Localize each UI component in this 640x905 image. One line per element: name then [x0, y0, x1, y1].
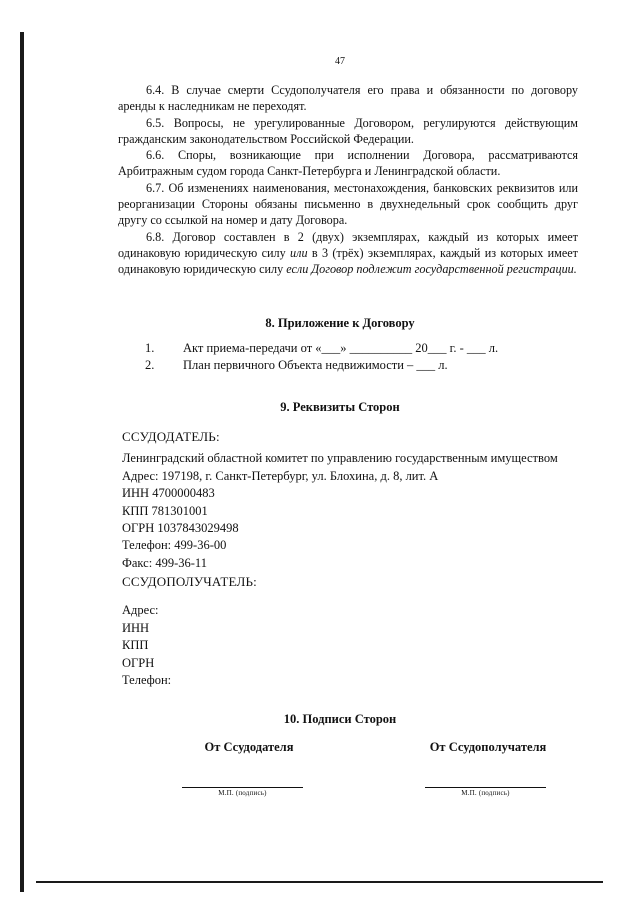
- borrower-kpp: КПП: [122, 638, 149, 653]
- attachments-list: [145, 340, 498, 374]
- lender-signature-line: [182, 787, 303, 788]
- section-9-title: 9. Реквизиты Сторон: [280, 400, 400, 414]
- borrower-details: [122, 573, 257, 689]
- borrower-address: Адрес:: [122, 603, 159, 618]
- lender-signature-caption: М.П. (подпись): [218, 789, 267, 797]
- clause-6-6: 6.6. Споры, возникающие при исполнении Договора, рассматриваются Арбитражным судом города Санкт-Петербурга и Ленинградской области.: [118, 148, 578, 179]
- lender-phone: Телефон: 499-36-00: [122, 538, 227, 553]
- attachment-item: [145, 340, 498, 357]
- borrower-ogrn: ОГРН: [122, 655, 155, 670]
- borrower-inn: ИНН: [122, 620, 150, 635]
- borrower-heading: ССУДОПОЛУЧАТЕЛЬ:: [122, 574, 257, 589]
- clause-6-5: 6.5. Вопросы, не урегулированные Договором, регулируются действующим гражданским законодательством Российской Федерации.: [118, 115, 578, 146]
- attachment-text: План первичного Объекта недвижимости – ___ л.: [183, 358, 448, 372]
- lender-address: Адрес: 197198, г. Санкт-Петербург, ул. Блохина, д. 8, лит. А: [122, 468, 439, 483]
- borrower-signature-line: [425, 787, 546, 788]
- lender-signature-field: [182, 787, 303, 797]
- lender-inn: ИНН 4700000483: [122, 486, 215, 501]
- borrower-signature-label: От Ссудополучателя: [429, 740, 547, 754]
- scan-bottom-border: [36, 881, 603, 883]
- page-number: 47: [335, 56, 345, 67]
- clause-6-8-text-1: 6.8. Договор составлен в 2 (двух) экземплярах, каждый из которых имеет одинаковую юридическую силу: [118, 229, 578, 260]
- clause-6-7: 6.7. Об изменениях наименования, местонахождения, банковских реквизитов или реорганизации Стороны обязаны письменно в двухнедельный срок сообщить друг другу со ссылкой на номер и дату Договора.: [118, 180, 578, 228]
- borrower-phone: Телефон:: [122, 673, 172, 688]
- attachment-item: [145, 357, 498, 374]
- attachment-number: 1.: [145, 341, 155, 355]
- attachment-text: Акт приема-передачи от «___» __________ 20___ г. - ___ л.: [183, 341, 499, 355]
- clause-6-8: [118, 229, 578, 278]
- clause-6-8-text-2: в 3 (трёх) экземплярах, каждый из которых имеет одинаковую юридическую силу: [118, 245, 578, 277]
- scan-left-border: [20, 32, 24, 892]
- clause-6-8-italic-1: или: [290, 245, 308, 260]
- attachment-number: 2.: [145, 358, 155, 372]
- borrower-signature-field: [425, 787, 546, 797]
- clause-6-4: 6.4. В случае смерти Ссудополучателя его права и обязанности по договору аренды к наследникам не переходят.: [118, 83, 578, 114]
- lender-name: Ленинградский областной комитет по управлению государственным имуществом: [122, 451, 558, 466]
- borrower-signature-caption: М.П. (подпись): [461, 789, 510, 797]
- lender-heading: ССУДОДАТЕЛЬ:: [122, 429, 220, 444]
- lender-details: [122, 428, 558, 572]
- contract-clauses: [118, 82, 578, 278]
- lender-signature-label: От Ссудодателя: [204, 740, 294, 754]
- lender-kpp: КПП 781301001: [122, 503, 208, 518]
- section-10-title: 10. Подписи Сторон: [283, 712, 397, 726]
- lender-fax: Факс: 499-36-11: [122, 555, 207, 570]
- lender-ogrn: ОГРН 1037843029498: [122, 521, 239, 536]
- section-8-title: 8. Приложение к Договору: [265, 316, 415, 330]
- clause-6-8-italic-2: если Договор подлежит государственной регистрации.: [286, 262, 577, 277]
